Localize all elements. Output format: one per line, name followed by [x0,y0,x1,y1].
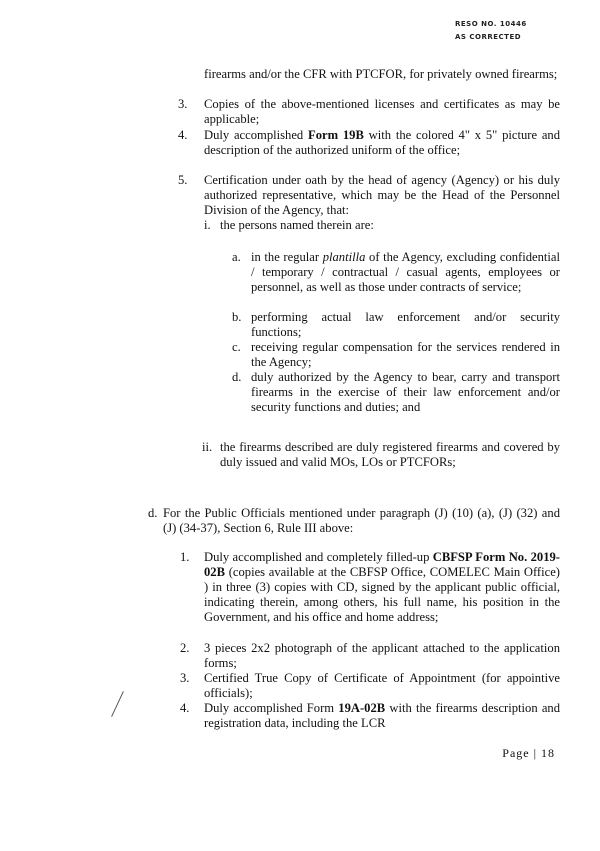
handwritten-annotation: RESO NO. 10446 [455,20,527,28]
text: of the Agency, excluding confidential / temporary / contractual / casual agents, employees or personnel, as well as those under contracts of service; [251,250,560,294]
list-item: Copies of the above-mentioned licenses and certificates as may be applicable; [204,97,560,126]
page-number: Page | 18 [502,746,555,760]
bold-text: 19A-02B [338,701,386,715]
item-number: i. [204,218,211,232]
text: with the colored 4" x 5" picture and description of the authorized uniform of the office; [204,128,560,157]
section-letter: d. [148,506,158,520]
text: Duly accomplished Form [204,701,339,715]
pen-mark [111,691,124,717]
list-item: 3 pieces 2x2 photograph of the applicant attached to the application forms; [204,641,560,670]
item-number: 3. [180,671,190,685]
item-number: 4. [178,128,188,142]
item-number: 3. [178,97,188,111]
text: (copies available at the CBFSP Office, COMELEC Main Office) ) in three (3) copies with CD, signed by the applicant public official, indicating therein, among others, his full name, his position in the Government, and his office and home address; [204,565,560,624]
text: with the firearms description and registration data, including the LCR [204,701,560,730]
item-number: 1. [180,550,190,564]
text: Duly accomplished [204,128,308,142]
text: in the regular [251,250,323,264]
list-item [204,128,560,158]
list-item: the persons named therein are: [220,218,374,232]
continuation-text: firearms and/or the CFR with PTCFOR, for privately owned firearms; [204,67,558,81]
list-item: performing actual law enforcement and/or security functions; [251,310,560,339]
item-number: 5. [178,173,188,187]
italic-text: plantilla [322,250,366,264]
list-item [251,250,560,295]
list-item: duly authorized by the Agency to bear, carry and transport firearms in the exercise of their law enforcement and/or security functions and duties; and [251,370,560,414]
bold-text: Form 19B [308,128,364,142]
item-number: d. [232,370,242,384]
item-number: 2. [180,641,190,655]
list-item [204,550,560,625]
handwritten-annotation: AS CORRECTED [455,33,522,41]
text: Duly accomplished and completely filled-up [204,550,433,564]
section-heading: For the Public Officials mentioned under paragraph (J) (10) (a), (J) (32) and (J) (34-37), Section 6, Rule III above: [163,506,560,535]
item-number: a. [232,250,241,264]
list-item: Certified True Copy of Certificate of Appointment (for appointive officials); [204,671,560,700]
item-number: ii. [202,440,213,454]
bold-text: CBFSP Form No. 2019-02B [204,550,560,579]
item-number: b. [232,310,242,324]
item-number: c. [232,340,241,354]
list-item: Certification under oath by the head of agency (Agency) or his duly authorized representative, which may be the Head of the Personnel Division of the Agency, that: [204,173,560,217]
item-number: 4. [180,701,190,715]
list-item: receiving regular compensation for the services rendered in the Agency; [251,340,560,369]
list-item: the firearms described are duly registered firearms and covered by duly issued and valid MOs, LOs or PTCFORs; [220,440,560,469]
list-item [204,701,560,731]
